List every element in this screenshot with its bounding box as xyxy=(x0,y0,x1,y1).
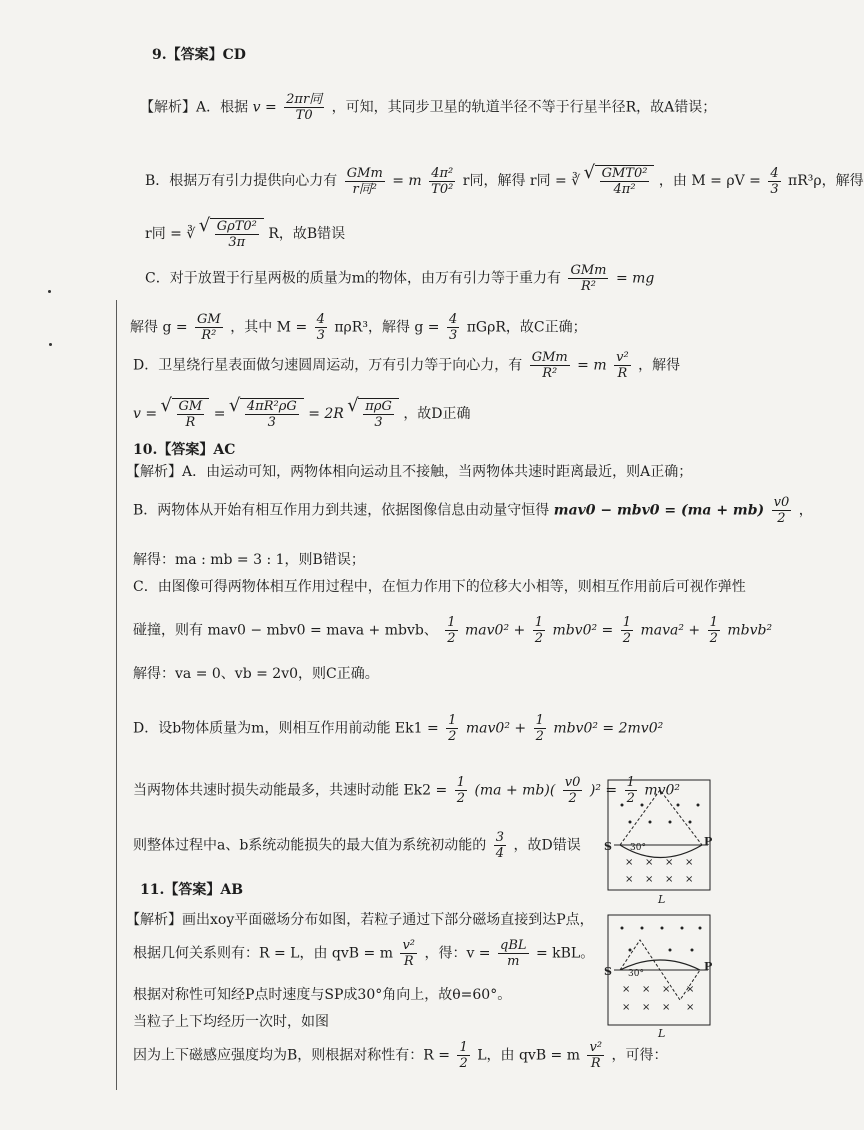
svg-text:×: × xyxy=(685,874,694,885)
magnetic-field-figure-2 xyxy=(600,910,720,1040)
svg-text:×: × xyxy=(642,1002,651,1013)
q10-heading: 10.【答案】AC xyxy=(133,442,236,458)
svg-text:×: × xyxy=(622,1002,631,1013)
svg-text:×: × xyxy=(685,857,694,868)
svg-text:×: × xyxy=(645,857,654,868)
q10-option-c-result: 解得：va = 0、vb = 2v0，则C正确。 xyxy=(133,666,379,682)
svg-text:×: × xyxy=(686,1002,695,1013)
svg-text:×: × xyxy=(642,984,651,995)
fig2-label-p: P xyxy=(704,960,713,973)
q11-heading: 11.【答案】AB xyxy=(140,882,244,898)
q10-option-d: D．设b物体质量为m，则相互作用前动能 Ek1 = $\frac{1}{2}$ mav0² + $\frac{1}{2}$ mbv0² = 2mv0² xyxy=(133,713,664,744)
fig2-label-angle: 30° xyxy=(628,969,644,979)
svg-text:×: × xyxy=(665,874,674,885)
q10-option-d-conclusion: 则整体过程中a、b系统动能损失的最大值为系统初动能的 $\frac{3}{4}$ ，故D错误 xyxy=(133,830,581,861)
q11-line-4: 当粒子上下均经历一次时，如图 xyxy=(133,1014,329,1030)
q11-line-2: 根据几何关系则有：R = L，由 qvB = m $\frac{\text{v²}}{R}$ ，得：v = $\frac{\text{qBL}}{m}$ = kBL。 xyxy=(133,938,595,969)
svg-text:×: × xyxy=(665,857,674,868)
q11-line-5: 因为上下磁感应强度均为B，则根据对称性有：R = $\frac{1}{2}$ L，由 qvB = m $\frac{\text{v²}}{R}$ ，可得： xyxy=(133,1040,668,1071)
fig1-label-s: S xyxy=(604,840,612,853)
q10-option-c-eq: 碰撞，则有 mav0 − mbv0 = mava + mbvb、 $\frac{1}{2}$ mav0² + $\frac{1}{2}$ mbv0² = $\frac{1}{2}$ mava² + $\frac{1}{2}$ mbvb² xyxy=(133,615,773,646)
fig1-label-l: L xyxy=(658,893,666,906)
q10-option-a: 【解析】A．由运动可知，两物体相向运动且不接触，当两物体共速时距离最近，则A正确； xyxy=(126,464,693,480)
q10-option-d-cont: 当两物体共速时损失动能最多，共速时动能 Ek2 = $\frac{1}{2}$ (ma + mb)( $\frac{v0}{2}$ )² = $\frac{1}{2}$ mv0² xyxy=(133,775,681,806)
margin-dot xyxy=(49,343,52,346)
svg-text:×: × xyxy=(686,984,695,995)
svg-text:×: × xyxy=(625,874,634,885)
q10-option-b-result: 解得：ma : mb = 3 : 1，则B错误； xyxy=(133,552,365,568)
q11-line-3: 根据对称性可知经P点时速度与SP成30°角向上，故θ=60°。 xyxy=(133,987,512,1003)
q10-option-b: B．两物体从开始有相互作用力到共速，依据图像信息由动量守恒得 mav0 − mbv0 = (ma + mb) $\frac{v0}{2}$ ， xyxy=(133,495,813,526)
q9-option-d: D．卫星绕行星表面做匀速圆周运动，万有引力等于向心力，有 $\frac{\text{GMm}}{\text{R²}}$ = m $\frac{\text{v²}}{R}$ ，解得 xyxy=(133,350,681,381)
q9-heading: 9.【答案】CD xyxy=(152,47,246,63)
fig2-label-s: S xyxy=(604,965,612,978)
q9-option-c-cont: 解得 g = $\frac{GM}{\text{R²}}$ ，其中 M = $\frac{4}{3}$ πρR³，解得 g = $\frac{4}{3}$ πGρR，故C正确； xyxy=(130,312,587,343)
q9-option-b-cont: r同 = ∛ √ $\frac{\text{GρT0²}}{3\pi}$ R，故B错误 xyxy=(145,218,345,250)
fig2-label-l: L xyxy=(658,1027,666,1040)
svg-text:×: × xyxy=(625,857,634,868)
q11-line-1: 【解析】画出xoy平面磁场分布如图，若粒子通过下部分磁场直接到达P点， xyxy=(126,912,594,928)
svg-text:×: × xyxy=(645,874,654,885)
q9-option-a: 【解析】A．根据 v = $\frac{\text{2πr同}}{T0}$ ，可知，其同步卫星的轨道半径不等于行星半径R，故A错误； xyxy=(140,92,717,123)
fig1-label-p: P xyxy=(704,835,713,848)
svg-text:×: × xyxy=(622,984,631,995)
margin-dot xyxy=(48,290,51,293)
svg-text:×: × xyxy=(662,984,671,995)
svg-text:×: × xyxy=(662,1002,671,1013)
margin-rule xyxy=(116,300,117,1090)
magnetic-field-figure-1 xyxy=(600,770,720,905)
q9-option-c: C．对于放置于行星两极的质量为m的物体，由万有引力等于重力有 $\frac{\text{GMm}}{\text{R²}}$ = mg xyxy=(145,263,655,294)
fig1-label-angle: 30° xyxy=(630,843,646,853)
q9-option-b: B．根据万有引力提供向心力有 $\frac{\text{GMm}}{\text{r同²}}$ = m $\frac{\text{4π²}}{\text{T0²}}$ r同，解得 r同 = ∛ √ $\frac{\text{GMT0²}}{\text{4π²}}$ ，由 M = ρV = $\frac{4}{3}$ πR³ρ，解得 xyxy=(145,165,864,197)
q9-option-d-cont: v = √ $\frac{GM}{R}$ = √ $\frac{\text{4πR²ρG}}{3}$ = 2R √ $\frac{\text{πρG}}{3}$ ，故D正确 xyxy=(133,398,471,430)
q10-option-c: C．由图像可得两物体相互作用过程中，在恒力作用下的位移大小相等，则相互作用前后可视作弹性 xyxy=(133,579,746,595)
